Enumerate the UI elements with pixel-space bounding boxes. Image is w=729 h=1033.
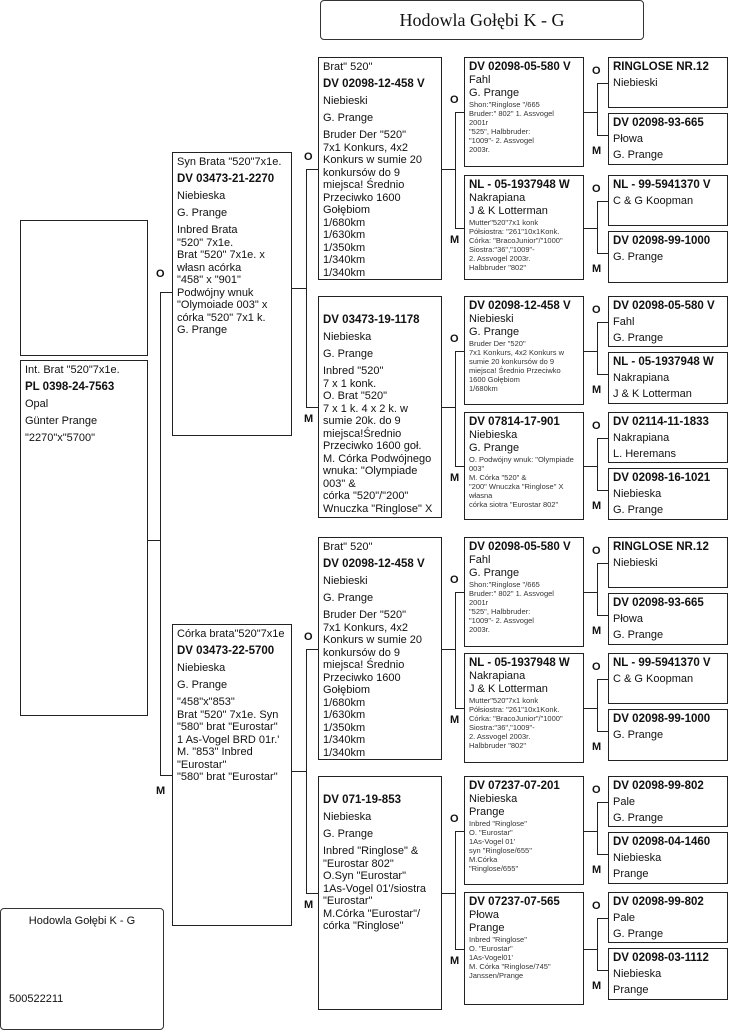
connector-line [292,771,306,772]
pigeon-box-gen3 [464,892,584,1005]
pigeon-notes: Mutter"520"7x1 konk Półsiostra: "261"10x1Konk. Córka: "BracoJunior"/"1000" Siostra:"36","1009"- 2. Assvogel 2003r. Halbbruder "802" [469,696,563,750]
pigeon-color: Płowa [613,133,643,145]
pigeon-breeder: G. Prange [469,442,520,454]
dam-label: M [592,384,602,396]
pigeon-ring: DV 02098-05-580 V [613,300,715,312]
dam-label: M [450,714,460,726]
stamp-title: Hodowla Gołębi K - G [28,915,136,927]
pigeon-ring: DV 02098-99-802 [613,896,704,908]
pigeon-notes: "458"x"853" Brat "520" 7x1e. Syn "580" brat "Eurostar" 1 As-Vogel BRD 01r.' M. "853" Inbred "Eurostar" "580" brat "Eurostar" [177,696,280,783]
pigeon-color: Niebieska [469,793,518,805]
sire-label: O [592,183,601,195]
pigeon-breeder: G. Prange [323,592,374,604]
pigeon-ring: DV 03473-19-1178 [323,314,420,326]
connector-line [597,679,598,732]
connector-line [306,169,318,170]
sire-label: O [450,574,459,586]
connector-line [597,490,608,491]
pigeon-breeder: G. Prange [469,87,520,99]
pigeon-color: Niebieski [469,313,514,325]
pigeon-breeder: G. Prange [613,729,664,741]
connector-line [455,708,464,709]
pigeon-color: Nakrapiana [613,432,670,444]
connector-line [597,731,608,732]
pigeon-notes: Inbred "Ringlose" O. "Eurostar" 1As-Vogel01' M. Córka "Ringlose/745" Janssen/Prange [469,935,551,980]
connector-line [597,83,598,136]
connector-line [597,563,598,616]
pigeon-color: Niebieska [613,488,662,500]
sire-label: O [592,420,601,432]
sire-label: O [592,661,601,673]
pigeon-box-main [20,360,148,716]
pigeon-color: Niebieska [323,331,372,343]
pigeon-box-gen4 [608,593,728,645]
pigeon-ring: NL - 99-5941370 V [613,657,711,669]
dam-label: M [304,413,314,425]
dam-label: M [156,785,166,797]
pigeon-header: Brat" 520" [323,541,373,553]
pigeon-ring: DV 02098-04-1460 [613,836,711,848]
pigeon-breeder: G. Prange [613,629,664,641]
pigeon-breeder: G. Prange [613,251,664,263]
dam-label: M [592,500,602,512]
connector-line [597,802,598,855]
dam-label: M [304,899,314,911]
pigeon-color: Nakrapiana [469,192,526,204]
pigeon-color: Nakrapiana [469,670,526,682]
dam-label: M [592,145,602,157]
connector-line [584,228,597,229]
pigeon-ring: DV 07237-07-565 [469,896,560,908]
pigeon-ring: DV 02098-99-1000 [613,235,711,247]
pigeon-breeder: G. Prange [469,567,520,579]
pigeon-box-gen3 [464,175,584,280]
dam-label: M [592,741,602,753]
pigeon-ring: DV 02098-12-458 V [469,300,571,312]
pigeon-color: Niebieska [613,852,662,864]
pigeon-notes: Inbred "520" 7 x 1 konk. O. Brat "520" 7 x 1 k. 4 x 2 k. w sumie 20k. do 9 miejsca!Średnio Przeciwko 1600 goł. M. Córka Podwójnego wnuka: "Olympiade 003" & córka "520"/"200" Wnuczka "Ringlose" X [323,365,433,515]
pigeon-color: Niebieska [177,662,226,674]
pigeon-box-gen4 [608,892,728,943]
pigeon-notes: Bruder Der "520" 7x1 Konkurs, 4x2 Konkurs w sumie 20 konkursów do 9 miejsca! Średnio Przeciwko 1600 Gołębiom 1/680km 1/630km 1/350km 1/340km 1/340km [323,609,423,759]
pigeon-color: Niebieska [177,190,226,202]
connector-line [584,592,597,593]
connector-line [597,201,598,254]
connector-line [160,775,172,776]
pigeon-color: Nakrapiana [613,372,670,384]
pigeon-color: Pale [613,796,636,808]
pigeon-box-gen3 [464,412,584,520]
pigeon-ring: DV 02098-05-580 V [469,541,571,553]
sire-label: O [592,900,601,912]
pigeon-header: Syn Brata "520"7x1e. [177,156,282,168]
pigeon-breeder: Günter Prange [25,415,98,427]
connector-line [597,135,608,136]
pigeon-color: Fahl [469,554,491,566]
pigeon-color: Niebieski [323,575,368,587]
pigeon-ring: DV 02098-12-458 V [323,558,425,570]
pigeon-color: Niebieski [613,557,658,569]
connector-line [584,831,597,832]
pigeon-box-gen2 [318,57,442,280]
pigeon-box-gen3 [464,57,584,167]
pigeon-breeder: Prange [469,806,505,818]
pigeon-ring: NL - 99-5941370 V [613,179,711,191]
pigeon-breeder: G. Prange [177,207,228,219]
connector-line [442,893,455,894]
pigeon-ring: DV 02114-11-1833 [613,416,709,428]
connector-line [597,563,608,564]
pigeon-breeder: G. Prange [613,812,664,824]
pigeon-ring: NL - 05-1937948 W [613,356,714,368]
pigeon-ring: DV 02098-05-580 V [469,61,571,73]
pigeon-box-gen4 [608,412,728,463]
pigeon-color: Niebieski [323,95,368,107]
pigeon-ring: DV 02098-16-1021 [613,472,711,484]
connector-line [597,83,608,84]
pigeon-ring: DV 07237-07-201 [469,780,560,792]
pigeon-notes: Shon:"Ringlose "/665 Bruder:" 802" 1. Assvogel 2001r "525", Halbbruder: "1009"- 2. Assvogel 2003r. [469,100,554,154]
connector-line [597,970,608,971]
pigeon-box-sire [172,152,292,436]
dam-label: M [592,263,602,275]
breeder-stamp [0,908,164,1030]
sire-label: O [592,545,601,557]
pigeon-color: Opal [25,398,49,410]
pigeon-ring: DV 03473-22-5700 [177,645,275,657]
pigeon-ring: DV 071-19-853 [323,794,401,806]
pigeon-box-gen4 [608,113,728,165]
pigeon-ring: DV 02098-99-1000 [613,713,711,725]
pigeon-ring: DV 02098-99-802 [613,780,704,792]
connector-line [160,292,172,293]
pigeon-ring: DV 02098-93-665 [613,597,704,609]
pigeon-breeder: J & K Lotterman [469,205,548,217]
pigeon-box-gen4 [608,468,728,520]
pigeon-color: Niebieski [613,77,658,89]
pigeon-breeder: G. Prange [323,348,374,360]
dam-label: M [450,472,460,484]
pigeon-breeder: Prange [613,868,649,880]
connector-line [455,351,456,468]
pigeon-box-gen2 [318,537,442,760]
pigeon-box-gen2 [318,296,442,518]
pigeon-header: Córka brata"520"7x1e [177,628,285,640]
pigeon-ring: DV 02098-93-665 [613,117,704,129]
connector-line [597,322,608,323]
connector-line [455,949,464,950]
connector-line [292,288,306,289]
pigeon-ring: NL - 05-1937948 W [469,657,570,669]
dam-label: M [450,233,460,246]
pigeon-breeder: Prange [613,984,649,996]
sire-label: O [304,150,313,163]
pigeon-ring: NL - 05-1937948 W [469,179,570,191]
pigeon-notes: Inbred Brata "520" 7x1e. Brat "520" 7x1e. x własn acórka "458" x "901" Podwójny wnuk "Olymoiade 003" x córka "520" 7x1 k. G. Prange [177,224,268,336]
pigeon-ring: PL 0398-24-7563 [25,381,115,393]
pigeon-breeder: G. Prange [613,928,664,940]
connector-line [455,112,464,113]
connector-line [597,322,598,375]
pigeon-ring: DV 02098-03-1112 [613,952,709,964]
sire-label: O [592,65,601,77]
connector-line [306,407,318,408]
pigeon-box-gen4 [608,352,728,404]
pigeon-color: Pale [613,912,636,924]
connector-line [306,649,318,650]
connector-line [597,918,598,971]
connector-line [442,169,455,170]
pigeon-box-gen4 [608,57,728,108]
pigeon-color: Niebieska [323,811,372,823]
pigeon-ring: RINGLOSE NR.12 [613,541,709,553]
pigeon-color: Fahl [469,74,491,86]
stamp-phone: 500522211 [9,993,64,1005]
pigeon-color: Fahl [613,316,635,328]
pigeon-header: Brat" 520" [323,61,373,73]
pigeon-notes: Inbred "Ringlose" & "Eurostar 802" O.Syn "Eurostar" 1As-Vogel 01'/siostra "Eurostar" M.Córka "Eurostar"/ córka "Ringlose" [323,845,426,932]
pigeon-box-gen4 [608,709,728,761]
connector-line [455,831,456,950]
pigeon-box-gen4 [608,776,728,827]
pigeon-box-gen2 [318,776,442,1010]
pigeon-breeder: J & K Lotterman [469,683,548,695]
pigeon-breeder: C & G Koopman [613,673,694,685]
connector-line [455,351,464,352]
pigeon-notes: Bruder Der "520" 7x1 Konkurs, 4x2 Konkurs w sumie 20 konkursów do 9 miejsca! Średnio Przeciwko 1600 Gołębiom 1/680km [469,339,565,393]
connector-line [455,228,464,229]
pigeon-notes: Inbred "Ringlose" O. "Eurostar" 1As-Vogel 01' syn "Ringlose/655" M.Córka "Ringlose/655" [469,819,532,873]
sire-label: O [592,304,601,316]
pigeon-breeder: L. Heremans [613,448,676,460]
pigeon-box-gen3 [464,653,584,763]
pigeon-box-gen3 [464,296,584,405]
pigeon-breeder: G. Prange [469,326,520,338]
pigeon-box-gen4 [608,231,728,283]
connector-line [597,802,608,803]
dam-label: M [592,625,602,637]
pigeon-box-gen4 [608,537,728,588]
pigeon-box-gen4 [608,653,728,704]
connector-line [597,201,608,202]
page-title: Hodowla Gołębi K - G [320,0,644,40]
connector-line [584,351,597,352]
empty-photo-box [20,220,148,356]
sire-label: O [156,268,165,280]
connector-line [148,540,160,541]
connector-line [306,169,307,409]
pigeon-box-gen3 [464,776,584,885]
pigeon-breeder: G. Prange [613,149,664,161]
pigeon-breeder: G. Prange [177,679,228,691]
connector-line [442,649,455,650]
pigeon-header: Int. Brat "520"7x1e. [25,364,120,376]
pigeon-color: Niebieska [613,968,662,980]
connector-line [597,438,608,439]
dam-label: M [592,864,602,876]
pigeon-box-gen4 [608,832,728,884]
dam-label: M [450,954,460,967]
connector-line [455,592,464,593]
connector-line [597,374,608,375]
pigeon-notes: Bruder Der "520" 7x1 Konkurs, 4x2 Konkurs w sumie 20 konkursów do 9 miejsca! Średnio Przeciwko 1600 Gołębiom 1/680km 1/630km 1/350km 1/340km 1/340km [323,129,423,279]
connector-line [597,615,608,616]
pigeon-breeder: C & G Koopman [613,195,694,207]
connector-line [584,949,597,950]
connector-line [584,466,597,467]
connector-line [584,708,597,709]
pigeon-notes: "2270"x"5700" [25,432,96,444]
connector-line [597,918,608,919]
dam-label: M [592,980,602,992]
sire-label: O [450,332,459,345]
pigeon-box-gen4 [608,296,728,347]
connector-line [597,679,608,680]
pigeon-box-gen4 [608,175,728,226]
connector-line [306,893,318,894]
connector-line [584,112,597,113]
pigeon-color: Płowa [469,909,499,921]
sire-label: O [450,812,459,825]
connector-line [160,292,161,776]
pigeon-ring: DV 02098-12-458 V [323,78,425,90]
sire-label: O [592,784,601,796]
connector-line [306,649,307,895]
pigeon-ring: DV 07814-17-901 [469,416,560,428]
pigeon-notes: Mutter"520"7x1 konk Półsiostra: "261"10x1Konk. Córka: "BracoJunior"/"1000" Siostra:"36","1009"- 2. Assvogel 2003r. Halbbruder "802" [469,218,563,272]
connector-line [455,592,456,709]
sire-label: O [450,94,459,106]
pigeon-breeder: Prange [469,922,505,934]
pigeon-color: Płowa [613,613,643,625]
pigeon-ring: DV 03473-21-2270 [177,173,275,185]
pigeon-box-gen3 [464,537,584,647]
pigeon-breeder: G. Prange [613,504,664,516]
connector-line [455,112,456,229]
pigeon-breeder: G. Prange [613,332,664,344]
connector-line [597,253,608,254]
pigeon-notes: Shon:"Ringlose "/665 Bruder:" 802" 1. Assvogel 2001r "525", Halbbruder: "1009"- 2. Assvogel 2003r. [469,580,554,634]
connector-line [455,466,464,467]
connector-line [442,407,455,408]
pigeon-color: Niebieska [469,429,518,441]
pigeon-box-dam [172,624,292,926]
pigeon-breeder: G. Prange [323,112,374,124]
sire-label: O [304,630,313,643]
connector-line [597,854,608,855]
pigeon-box-gen4 [608,948,728,1000]
pigeon-notes: O. Podwójny wnuk: "Olympiade 003" M. Córka "520" & "200" Wnuczka "Ringlose" X własna córka siotra "Eurostar 802" [469,455,574,509]
pigeon-breeder: G. Prange [323,828,374,840]
connector-line [597,438,598,491]
connector-line [455,831,464,832]
pigeon-ring: RINGLOSE NR.12 [613,61,709,73]
pigeon-breeder: J & K Lotterman [613,388,692,400]
